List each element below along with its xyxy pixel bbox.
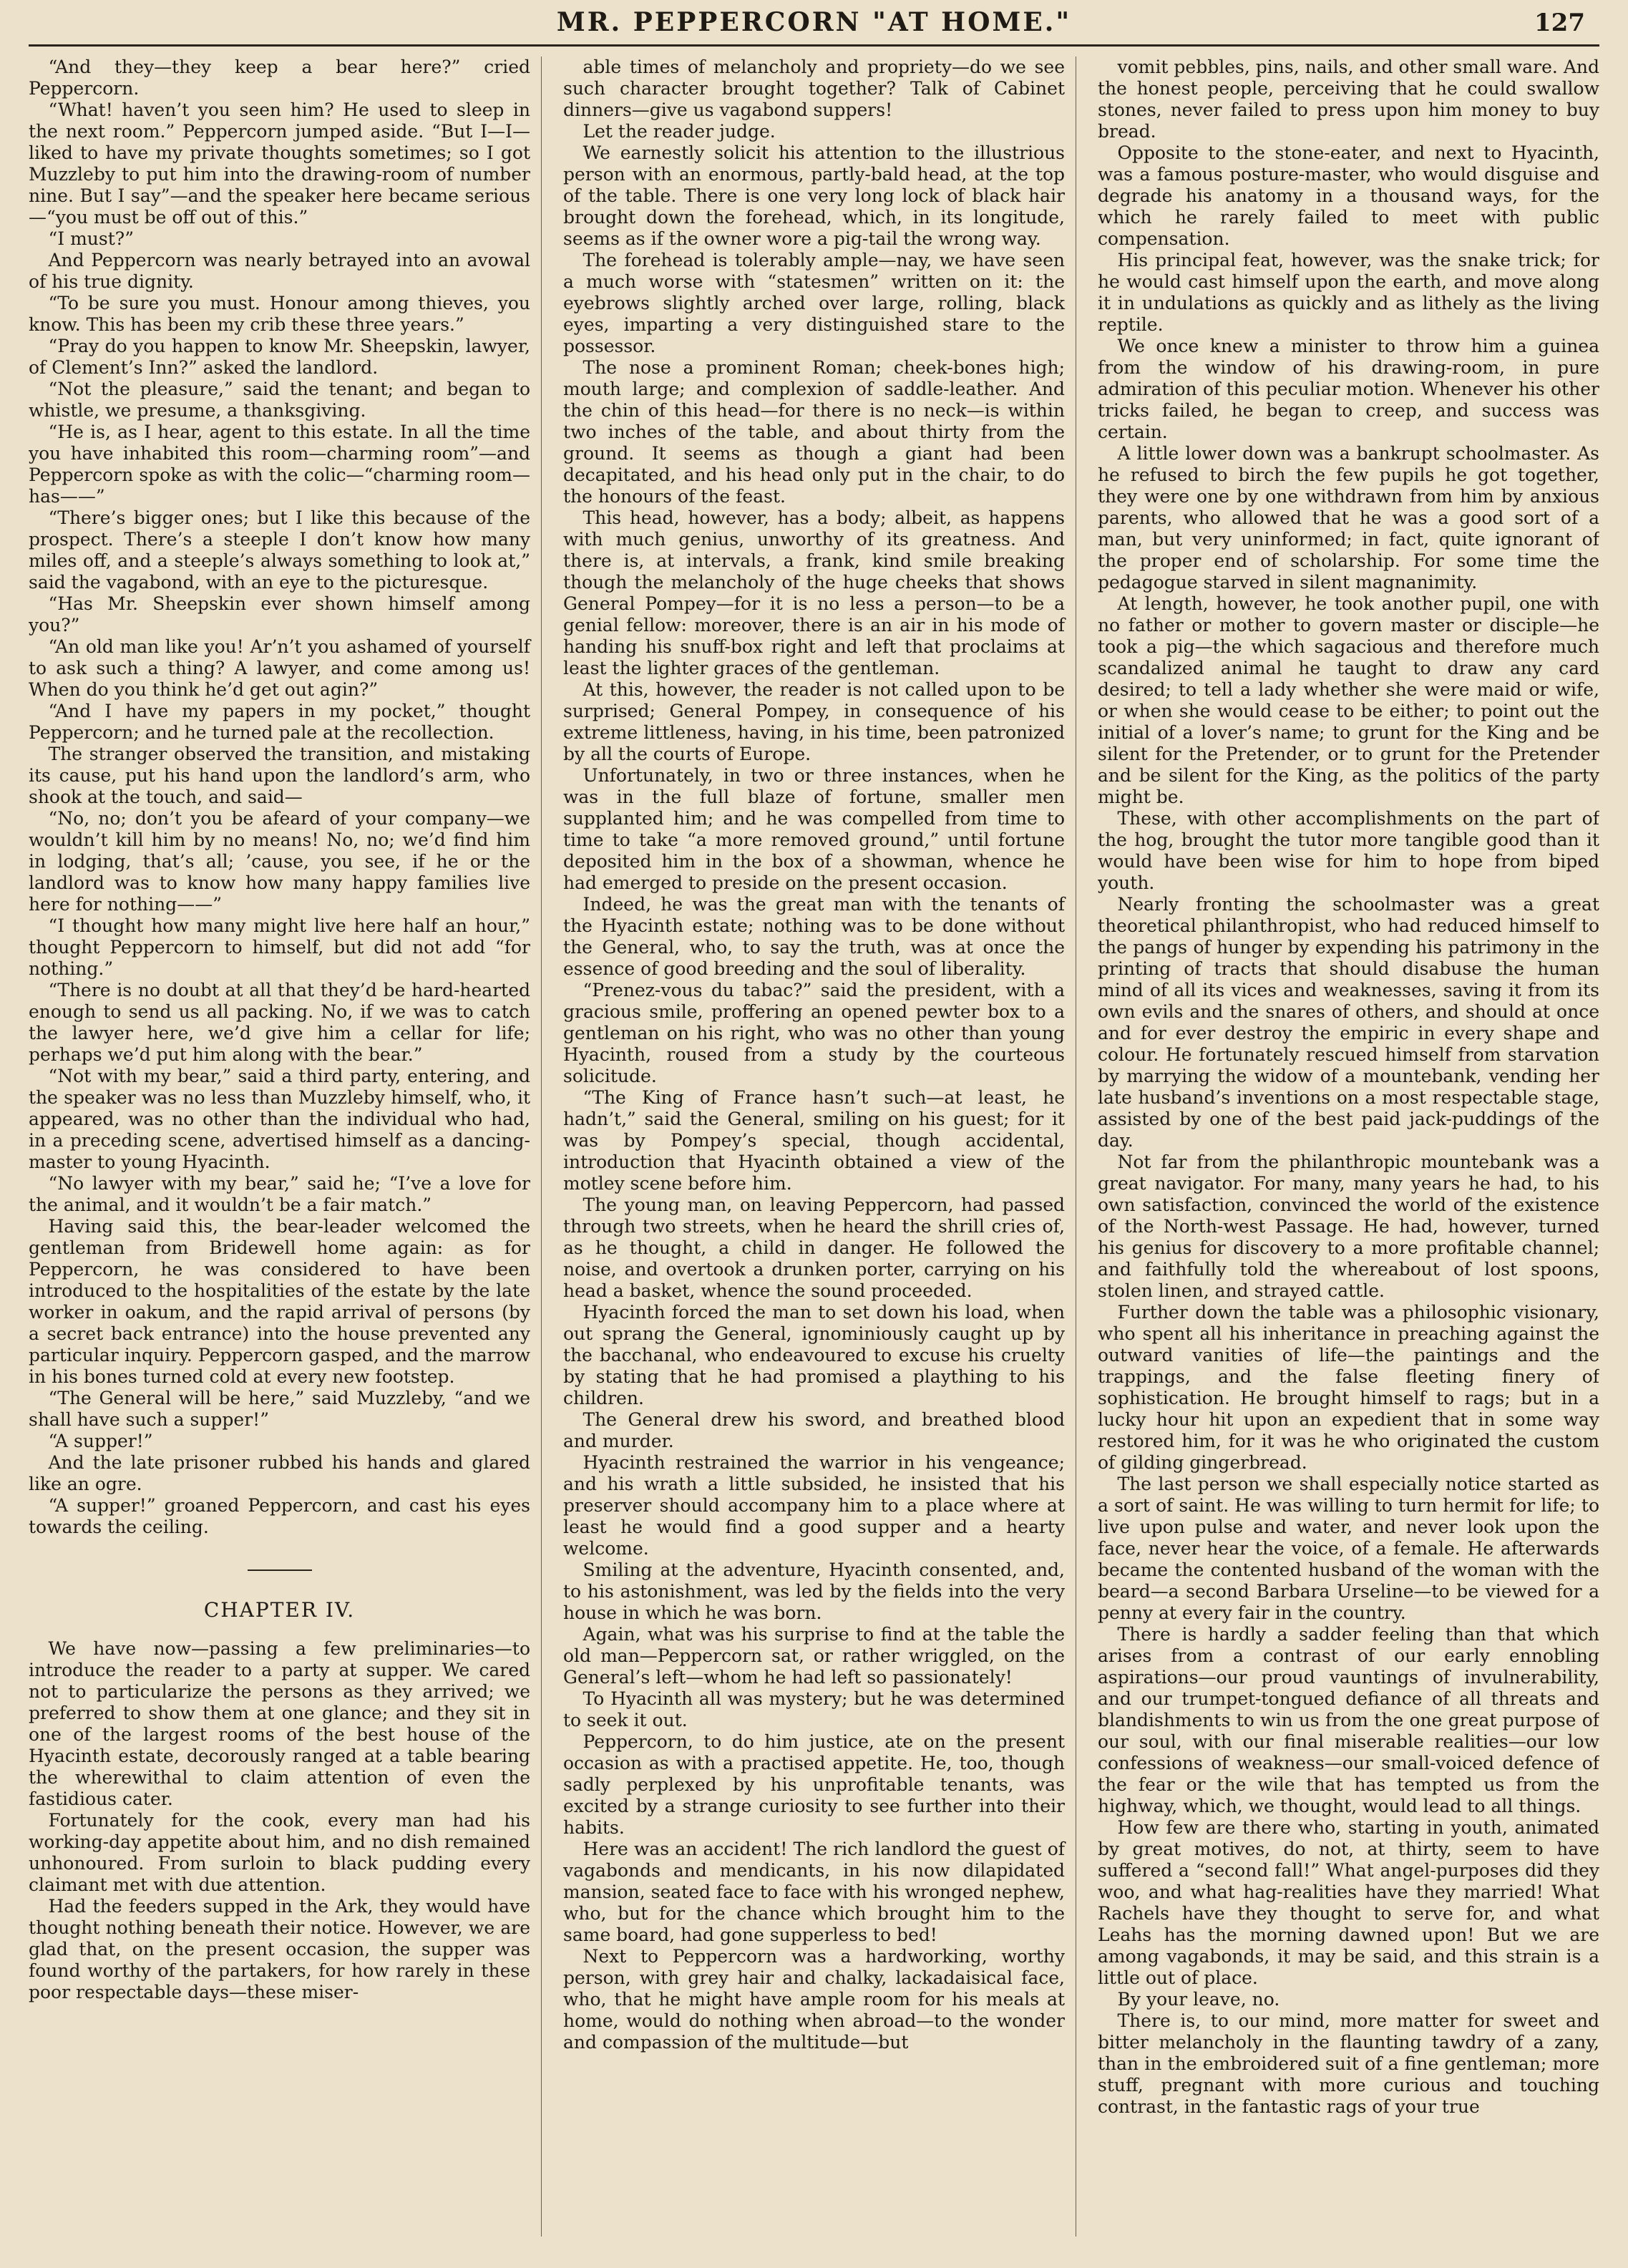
paragraph: Hyacinth restrained the warrior in his vengeance; and his wrath a little subsided, he insisted that his preserver should accompany him to a place where at least he would find a good supper and a hearty welcome. bbox=[563, 1452, 1065, 1559]
paragraph: “What! haven’t you seen him? He used to sleep in the next room.” Peppercorn jumped aside. “But I—I—liked to have my private thoughts sometimes; so I got Muzzleby to put him into the drawing-room of number nine. But I say”—and the speaker here became serious—“you must be off out of this.” bbox=[29, 99, 530, 228]
column-2 bbox=[563, 57, 1076, 2237]
paragraph: There is, to our mind, more matter for sweet and bitter melancholy in the flaunting tawdry of a zany, than in the embroidered suit of a fine gentleman; more stuff, pregnant with more curious and touching contrast, in the fantastic rags of your true bbox=[1098, 2010, 1599, 2117]
paragraph: “Pray do you happen to know Mr. Sheepskin, lawyer, of Clement’s Inn?” asked the landlord. bbox=[29, 336, 530, 378]
paragraph: The young man, on leaving Peppercorn, had passed through two streets, when he heard the shrill cries of, as he thought, a child in danger. He followed the noise, and overtook a drunken porter, carrying on his head a basket, whence the sound proceeded. bbox=[563, 1194, 1065, 1301]
paragraph: We have now—passing a few preliminaries—to introduce the reader to a party at supper. We cared not to particularize the persons as they arrived; we preferred to show them at one glance; and they sit in one of the largest rooms of the best house of the Hyacinth estate, decorously ranged at a table bearing the wherewithal to claim attention of even the fastidious cater. bbox=[29, 1638, 530, 1809]
paragraph: Smiling at the adventure, Hyacinth consented, and, to his astonishment, was led by the fields into the very house in which he was born. bbox=[563, 1559, 1065, 1623]
paragraph: Having said this, the bear-leader welcomed the gentleman from Bridewell home again: as for Peppercorn, he was considered to have been introduced to the hospitalities of the estate by the late worker in oakum, and the rapid arrival of persons (by a secret back entrance) into the house prevented any particular inquiry. Peppercorn gasped, and the marrow in his bones turned cold at every new footstep. bbox=[29, 1216, 530, 1387]
paragraph: Peppercorn, to do him justice, ate on the present occasion as with a practised appetite. He, too, though sadly perplexed by his unprofitable tenants, was excited by a strange curiosity to see further into their habits. bbox=[563, 1731, 1065, 1838]
text-columns bbox=[29, 47, 1599, 2237]
section-divider bbox=[248, 1569, 312, 1571]
paragraph: “A supper!” bbox=[48, 1431, 153, 1451]
paragraph: To Hyacinth all was mystery; but he was determined to seek it out. bbox=[563, 1688, 1065, 1731]
paragraph: The forehead is tolerably ample—nay, we have seen a much worse with “statesmen” written on it: the eyebrows slightly arched over large, rolling, black eyes, imparting a very distinguished stare to the possessor. bbox=[563, 250, 1065, 356]
paragraph: “The King of France hasn’t such—at least, he hadn’t,” said the General, smiling on his guest; for it was by Pompey’s special, though accidental, introduction that Hyacinth obtained a view of the motley scene before him. bbox=[563, 1087, 1065, 1194]
paragraph: Had the feeders supped in the Ark, they would have thought nothing beneath their notice. However, we are glad that, on the present occasion, the supper was found worthy of the partakers, for how rarely in these poor respectable days—these miser- bbox=[29, 1896, 530, 2002]
paragraph: “Prenez-vous du tabac?” said the president, with a gracious smile, proffering an opened pewter box to a gentleman on his right, who was no other than young Hyacinth, roused from a study by the courteous solicitude. bbox=[563, 980, 1065, 1086]
paragraph: A little lower down was a bankrupt schoolmaster. As he refused to birch the few pupils he got together, they were one by one withdrawn from him by anxious parents, who allowed that he was a good sort of a man, but very uninformed; in fact, quite ignorant of the proper end of scholarship. For some time the pedagogue starved in silent magnanimity. bbox=[1098, 443, 1599, 593]
paragraph: By your leave, no. bbox=[1117, 1989, 1280, 2010]
column-3-text bbox=[1098, 57, 1599, 2118]
paragraph: This head, however, has a body; albeit, as happens with much genius, unworthy of its greatness. And there is, at intervals, a frank, kind smile breaking though the melancholy of the huge cheeks that shows General Pompey—for it is no less a person—to be a genial fellow: moreover, there is an air in his mode of handing his snuff-box right and left that proclaims at least the lighter graces of the gentleman. bbox=[563, 507, 1065, 678]
column-1 bbox=[29, 57, 542, 2237]
paragraph: And Peppercorn was nearly betrayed into an avowal of his true dignity. bbox=[29, 250, 530, 292]
paragraph: “To be sure you must. Honour among thieves, you know. This has been my crib these three years.” bbox=[29, 293, 530, 335]
paragraph: Unfortunately, in two or three instances, when he was in the full blaze of fortune, smaller men supplanted him; and he was compelled from time to time to take “a more removed ground,” until fortune deposited him in the box of a showman, whence he had emerged to preside on the present occasion. bbox=[563, 765, 1065, 893]
column-1-text-top bbox=[29, 57, 530, 1538]
paragraph: “I thought how many might live here half an hour,” thought Peppercorn to himself, but did not add “for nothing.” bbox=[29, 915, 530, 979]
paragraph: There is hardly a sadder feeling than that which arises from a contrast of our early ennobling aspirations—our proud vauntings of invulnerability, and our trumpet-tongued defiance of all threats and blandishments to win us from the one great purpose of our soul, with our final miserable realities—our low confessions of weakness—our small-voiced defence of the fear or the wile that has tempted us from the highway, which, we thought, would lead to all things. bbox=[1098, 1624, 1599, 1816]
paragraph: We once knew a minister to throw him a guinea from the window of his drawing-room, in pure admiration of this peculiar motion. Whenever his other tricks failed, he began to creep, and success was certain. bbox=[1098, 336, 1599, 442]
paragraph: Fortunately for the cook, every man had his working-day appetite about him, and no dish remained unhonoured. From surloin to black pudding every claimant met with due attention. bbox=[29, 1810, 530, 1895]
paragraph: His principal feat, however, was the snake trick; for he would cast himself upon the earth, and move along it in undulations as quickly and as lithely as the living reptile. bbox=[1098, 250, 1599, 335]
paragraph: “Not with my bear,” said a third party, entering, and the speaker was no less than Muzzleby himself, who, it appeared, was no other than the individual who had, in a preceding scene, advertised himself as a dancing-master to young Hyacinth. bbox=[29, 1066, 530, 1172]
paragraph: “And I have my papers in my pocket,” thought Peppercorn; and he turned pale at the recollection. bbox=[29, 701, 530, 743]
paragraph: “A supper!” groaned Peppercorn, and cast his eyes towards the ceiling. bbox=[29, 1495, 530, 1537]
running-title: MR. PEPPERCORN "AT HOME." bbox=[556, 7, 1072, 37]
paragraph: “Has Mr. Sheepskin ever shown himself among you?” bbox=[29, 593, 530, 636]
paragraph: “The General will be here,” said Muzzleby, “and we shall have such a supper!” bbox=[29, 1388, 530, 1430]
paragraph: Nearly fronting the schoolmaster was a great theoretical philanthropist, who had reduced himself to the pangs of hunger by expending his patrimony in the printing of tracts that should disabuse the human mind of all its vices and weaknesses, saving it from its own evils and the snares of others, and should at once and for ever destroy the empiric in every shape and colour. He fortunately rescued himself from starvation by marrying the widow of a mountebank, vending her late husband’s inventions on a most respectable stage, assisted by one of the best paid jack-puddings of the day. bbox=[1098, 894, 1599, 1151]
paragraph: “I must?” bbox=[48, 228, 134, 249]
paragraph: “He is, as I hear, agent to this estate. In all the time you have inhabited this room—charming room”—and Peppercorn spoke as with the colic—“charming room—has——” bbox=[29, 422, 530, 507]
paragraph: vomit pebbles, pins, nails, and other small ware. And the honest people, perceiving that he could swallow stones, never failed to press upon him money to buy bread. bbox=[1098, 57, 1599, 142]
column-3 bbox=[1098, 57, 1599, 2237]
paragraph: Indeed, he was the great man with the tenants of the Hyacinth estate; nothing was to be done without the General, who, to say the truth, was at once the essence of good breeding and the soul of liberality. bbox=[563, 894, 1065, 979]
paragraph: The stranger observed the transition, and mistaking its cause, put his hand upon the landlord’s arm, who shook at the touch, and said— bbox=[29, 744, 530, 807]
paragraph: Let the reader judge. bbox=[583, 121, 776, 142]
paragraph: Here was an accident! The rich landlord the guest of vagabonds and mendicants, in his now dilapidated mansion, seated face to face with his wronged nephew, who, but for the chance which brought him to the same board, had gone supperless to bed! bbox=[563, 1839, 1065, 1945]
paragraph: “There is no doubt at all that they’d be hard-hearted enough to send us all packing. No, if we was to catch the lawyer here, we’d give him a cellar for life; perhaps we’d put him along with the bear.” bbox=[29, 980, 530, 1065]
paragraph: “An old man like you! Ar’n’t you ashamed of yourself to ask such a thing? A lawyer, and come among us! When do you think he’d get out agin?” bbox=[29, 636, 530, 700]
paragraph: Next to Peppercorn was a hardworking, worthy person, with grey hair and chalky, lackadaisical face, who, that he might have ample room for his meals at home, would do nothing when abroad—to the wonder and compassion of the multitude—but bbox=[563, 1946, 1065, 2053]
chapter-heading: CHAPTER IV. bbox=[203, 1598, 356, 1622]
paragraph: The last person we shall especially notice started as a sort of saint. He was willing to turn hermit for life; to live upon pulse and water, and never look upon the face, never hear the voice, of a female. He afterwards became the contented husband of the woman with the beard—a second Barbara Urseline—to be viewed for a penny at every fair in the country. bbox=[1098, 1474, 1599, 1623]
paragraph: These, with other accomplishments on the part of the hog, brought the tutor more tangible good than it would have been wise for him to hope from biped youth. bbox=[1098, 808, 1599, 893]
paragraph: “And they—they keep a bear here?” cried Peppercorn. bbox=[29, 57, 530, 99]
paragraph: “There’s bigger ones; but I like this because of the prospect. There’s a steeple I don’t know how many miles off, and a steeple’s always something to look at,” said the vagabond, with an eye to the picturesque. bbox=[29, 507, 530, 593]
paragraph: The nose a prominent Roman; cheek-bones high; mouth large; and complexion of saddle-leather. And the chin of this head—for there is no neck—is within two inches of the table, and about thirty from the ground. It seems as though a giant had been decapitated, and his head only put in the chair, to do the honours of the feast. bbox=[563, 357, 1065, 507]
page-header bbox=[29, 0, 1599, 47]
paragraph: At length, however, he took another pupil, one with no father or mother to govern master or disciple—he took a pig—the which sagacious and therefore much scandalized animal he taught to draw any card desired; to tell a lady whether she were maid or wife, or when she would cease to be either; to point out the initial of a lover’s name; to grunt for the King and be silent for the Pretender, or to grunt for the Pretender and be silent for the King, as the politics of the party might be. bbox=[1098, 593, 1599, 807]
paragraph: At this, however, the reader is not called upon to be surprised; General Pompey, in consequence of his extreme littleness, having, in his time, been patronized by all the courts of Europe. bbox=[563, 679, 1065, 764]
paragraph: “Not the pleasure,” said the tenant; and began to whistle, we presume, a thanksgiving. bbox=[29, 379, 530, 421]
paragraph: The General drew his sword, and breathed blood and murder. bbox=[563, 1409, 1065, 1451]
paragraph: Again, what was his surprise to find at the table the old man—Peppercorn sat, or rather wriggled, on the General’s left—whom he had left so passionately! bbox=[563, 1624, 1065, 1688]
paragraph: “No, no; don’t you be afeard of your company—we wouldn’t kill him by no means! No, no; we’d find him in lodging, that’s all; ’cause, you see, if he or the landlord was to know how many happy families live here for nothing——” bbox=[29, 808, 530, 915]
paragraph: “No lawyer with my bear,” said he; “I’ve a love for the animal, and it wouldn’t be a fair match.” bbox=[29, 1173, 530, 1215]
paragraph: And the late prisoner rubbed his hands and glared like an ogre. bbox=[29, 1452, 530, 1494]
paragraph: Hyacinth forced the man to set down his load, when out sprang the General, ignominiously caught up by the bacchanal, who endeavoured to excuse his cruelty by stating that he had promised a plaything to his children. bbox=[563, 1302, 1065, 1408]
paragraph: Opposite to the stone-eater, and next to Hyacinth, was a famous posture-master, who would disguise and degrade his anatomy in a thousand ways, for the which he rarely failed to meet with public compensation. bbox=[1098, 142, 1599, 249]
paragraph: Not far from the philanthropic mountebank was a great navigator. For many, many years he had, to his own satisfaction, convinced the world of the existence of the North-west Passage. He had, however, turned his genius for discovery to a more profitable channel; and faithfully told the whereabout of lost spoons, stolen linen, and strayed cattle. bbox=[1098, 1152, 1599, 1301]
column-2-text bbox=[563, 57, 1065, 2053]
paragraph: We earnestly solicit his attention to the illustrious person with an enormous, partly-bald head, at the top of the table. There is one very long lock of black hair brought down the forehead, which, in its longitude, seems as if the owner wore a pig-tail the wrong way. bbox=[563, 142, 1065, 249]
paragraph: able times of melancholy and propriety—do we see such character brought together? Talk of Cabinet dinners—give us vagabond suppers! bbox=[563, 57, 1065, 120]
column-1-text-bottom bbox=[29, 1638, 530, 2003]
paragraph: Further down the table was a philosophic visionary, who spent all his inheritance in preaching against the outward vanities of life—the paintings and the trappings, and the false fleeting finery of sophistication. He brought himself to rags; but in a lucky hour hit upon an expedient that in some way restored him, for it was he who originated the custom of gilding gingerbread. bbox=[1098, 1302, 1599, 1473]
page-number: 127 bbox=[1534, 9, 1585, 37]
paragraph: How few are there who, starting in youth, animated by great motives, do not, at thirty, seem to have suffered a “second fall!” What angel-purposes did they woo, and what hag-realities have they married! What Rachels have they thought to serve for, and what Leahs has the morning dawned upon! But we are among vagabonds, it may be said, and this strain is a little out of place. bbox=[1098, 1817, 1599, 1988]
